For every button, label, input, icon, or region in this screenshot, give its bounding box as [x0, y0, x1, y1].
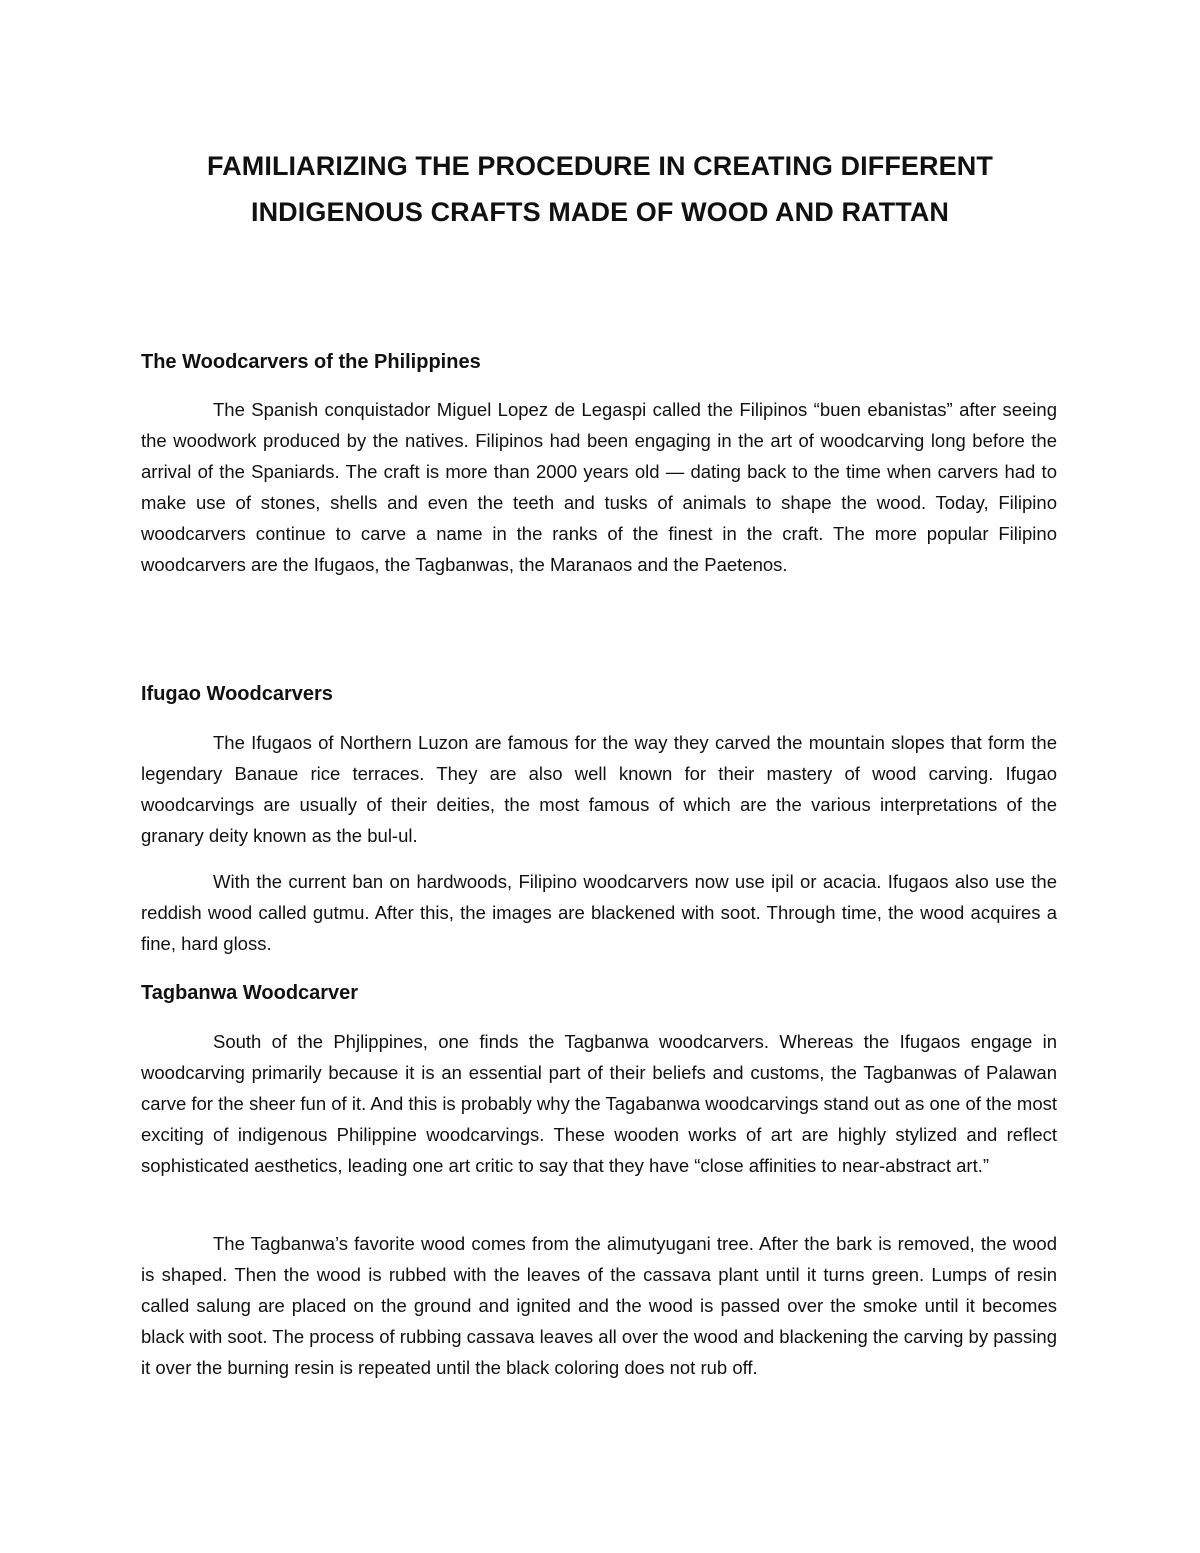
paragraph-tagbanwa-intro: South of the Phjlippines, one finds the Tagbanwa woodcarvers. Whereas the Ifugaos engage in woodcarving primarily because it is an essential part of their beliefs and customs, the Tagbanwas of Palawan carve for the sheer fun of it. And this is probably why the Tagabanwa woodcarvings stand out as one of the most exciting of indigenous Philippine woodcarvings. These wooden works of art are highly stylized and reflect sophisticated aesthetics, leading one art critic to say that they have “close affinities to near-abstract art.” [141, 1031, 1057, 1176]
section-heading-tagbanwa-woodcarver: Tagbanwa Woodcarver [141, 982, 359, 1004]
document-title-line-1: FAMILIARIZING THE PROCEDURE IN CREATING DIFFERENT [207, 151, 993, 181]
section-heading-ifugao-woodcarvers: Ifugao Woodcarvers [141, 683, 333, 705]
document-title [100, 143, 1100, 235]
section-heading-woodcarvers-philippines: The Woodcarvers of the Philippines [141, 351, 481, 373]
document-title-line-2: INDIGENOUS CRAFTS MADE OF WOOD AND RATTAN [250, 197, 950, 227]
paragraph-ifugao-wood: With the current ban on hardwoods, Filipino woodcarvers now use ipil or acacia. Ifugaos also use the reddish wood called gutmu. After this, the images are blackened with soot. Through time, the wood acquires a fine, hard gloss. [141, 871, 1057, 954]
paragraph-woodcarvers-intro: The Spanish conquistador Miguel Lopez de Legaspi called the Filipinos “buen ebanistas” after seeing the woodwork produced by the natives. Filipinos had been engaging in the art of woodcarving long before the arrival of the Spaniards. The craft is more than 2000 years old — dating back to the time when carvers had to make use of stones, shells and even the teeth and tusks of animals to shape the wood. Today, Filipino woodcarvers continue to carve a name in the ranks of the finest in the craft. The more popular Filipino woodcarvers are the Ifugaos, the Tagbanwas, the Maranaos and the Paetenos. [141, 399, 1057, 575]
paragraph-ifugao-terraces: The Ifugaos of Northern Luzon are famous for the way they carved the mountain slopes that form the legendary Banaue rice terraces. They are also well known for their mastery of wood carving. Ifugao woodcarvings are usually of their deities, the most famous of which are the various interpretations of the granary deity known as the bul-ul. [141, 732, 1057, 846]
paragraph-tagbanwa-process: The Tagbanwa’s favorite wood comes from the alimutyugani tree. After the bark is removed, the wood is shaped. Then the wood is rubbed with the leaves of the cassava plant until it turns green. Lumps of resin called salung are placed on the ground and ignited and the wood is passed over the smoke until it becomes black with soot. The process of rubbing cassava leaves all over the wood and blackening the carving by passing it over the burning resin is repeated until the black coloring does not rub off. [141, 1233, 1057, 1378]
